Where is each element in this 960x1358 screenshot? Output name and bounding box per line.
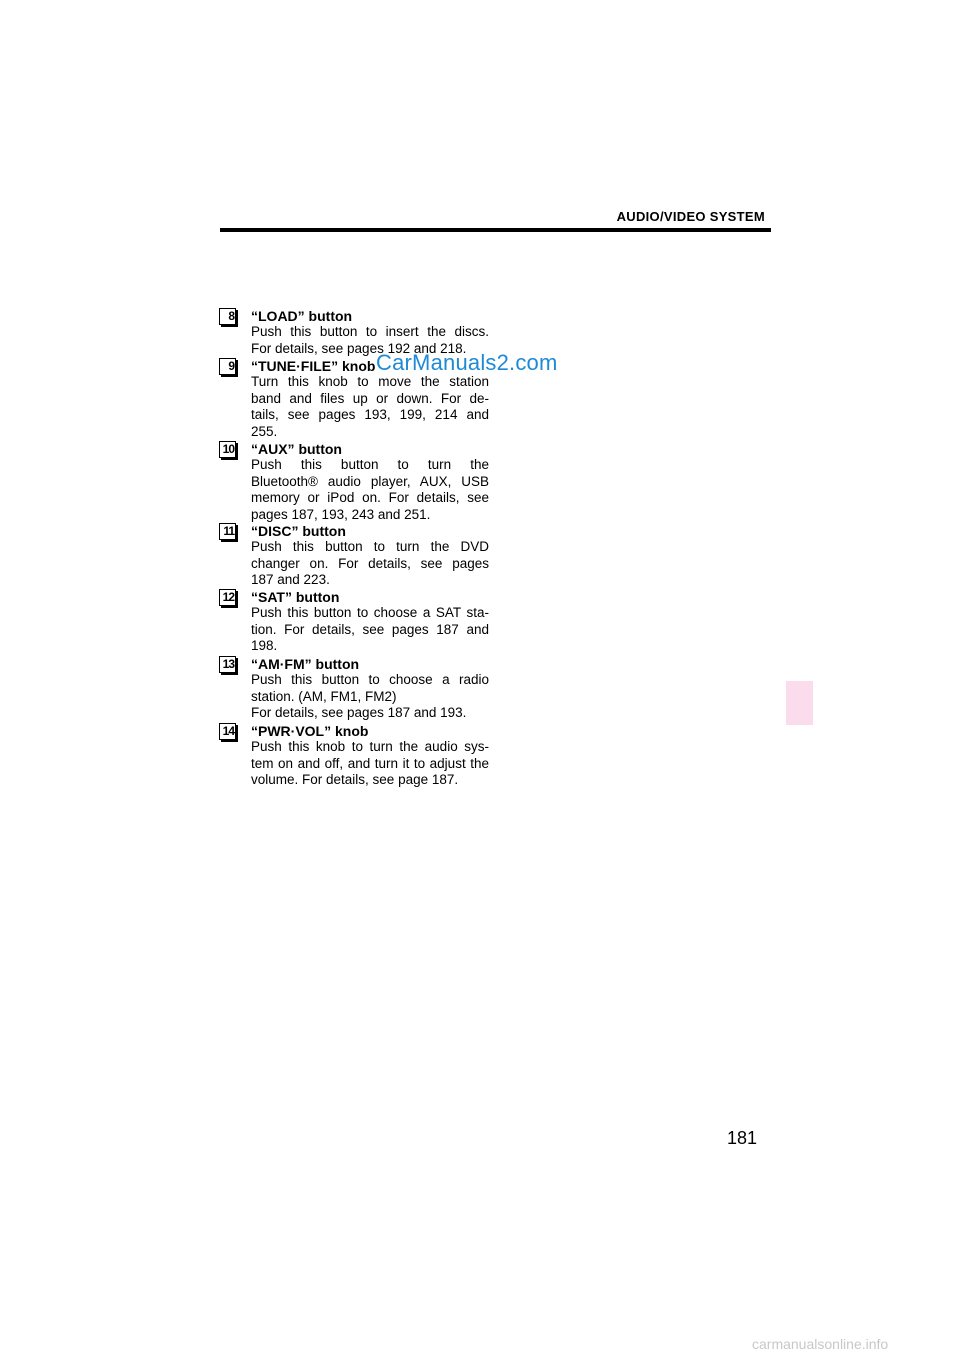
item-title: “SAT” button <box>251 589 340 605</box>
item-title: “PWR·VOL” knob <box>251 723 369 739</box>
item-number-badge: 10 <box>219 441 236 458</box>
section-tab-marker <box>786 681 813 725</box>
item-number-badge: 13 <box>219 656 236 673</box>
description-line: Push this button to choose a SAT sta- <box>251 605 489 620</box>
description-line: Push this button to insert the discs. <box>251 324 489 339</box>
watermark-text: CarManuals2.com <box>376 350 558 375</box>
item-title: “AM·FM” button <box>251 656 360 672</box>
description-line: volume. For details, see page 187. <box>251 772 459 787</box>
list-item <box>219 441 489 523</box>
item-number-badge: 11 <box>219 523 236 540</box>
description-line: band and files up or down. For de- <box>251 390 489 406</box>
description-line: Bluetooth® audio player, AUX, USB <box>251 473 489 489</box>
description-line: Push this button to turn the DVD <box>251 539 489 554</box>
page-number: 181 <box>727 1128 758 1148</box>
footer-watermark: carmanualsonline.info <box>752 1336 889 1352</box>
list-item <box>219 589 489 655</box>
item-description <box>251 739 489 789</box>
description-line: Push this button to choose a radio <box>251 672 489 687</box>
description-line: 255. <box>251 423 278 439</box>
description-line: changer on. For details, see pages <box>251 555 489 571</box>
description-line: tion. For details, see pages 187 and <box>251 621 489 637</box>
item-title: “LOAD” button <box>251 308 353 324</box>
description-line: station. (AM, FM1, FM2) <box>251 688 397 704</box>
header-rule <box>220 228 771 232</box>
item-title: “TUNE·FILE” knob <box>251 358 376 374</box>
item-description <box>251 539 489 589</box>
description-line: memory or iPod on. For details, see <box>251 490 489 505</box>
item-title: “AUX” button <box>251 441 342 457</box>
item-description <box>251 672 489 722</box>
item-number-badge: 9 <box>219 358 236 375</box>
description-line: Turn this knob to move the station <box>251 374 489 389</box>
description-line: For details, see pages 187 and 193. <box>251 705 467 720</box>
list-item <box>219 656 489 722</box>
description-line: tails, see pages 193, 199, 214 and <box>251 407 489 422</box>
description-line: pages 187, 193, 243 and 251. <box>251 506 431 522</box>
description-line: For details, see pages 192 and 218. <box>251 340 467 356</box>
list-item <box>219 523 489 589</box>
description-line: 198. <box>251 638 278 653</box>
item-number-badge: 12 <box>219 589 236 606</box>
item-number-badge: 14 <box>219 723 236 740</box>
description-line: Push this button to turn the <box>251 457 489 472</box>
description-line: Push this knob to turn the audio sys- <box>251 739 489 754</box>
description-line: 187 and 223. <box>251 572 330 587</box>
item-number-badge: 8 <box>219 308 236 325</box>
list-item <box>219 723 489 789</box>
item-title: “DISC” button <box>251 523 346 539</box>
description-line: tem on and off, and turn it to adjust the <box>251 755 489 771</box>
item-description <box>251 374 489 440</box>
section-title: AUDIO/VIDEO SYSTEM <box>616 209 765 224</box>
item-description <box>251 457 489 523</box>
item-description <box>251 605 489 655</box>
